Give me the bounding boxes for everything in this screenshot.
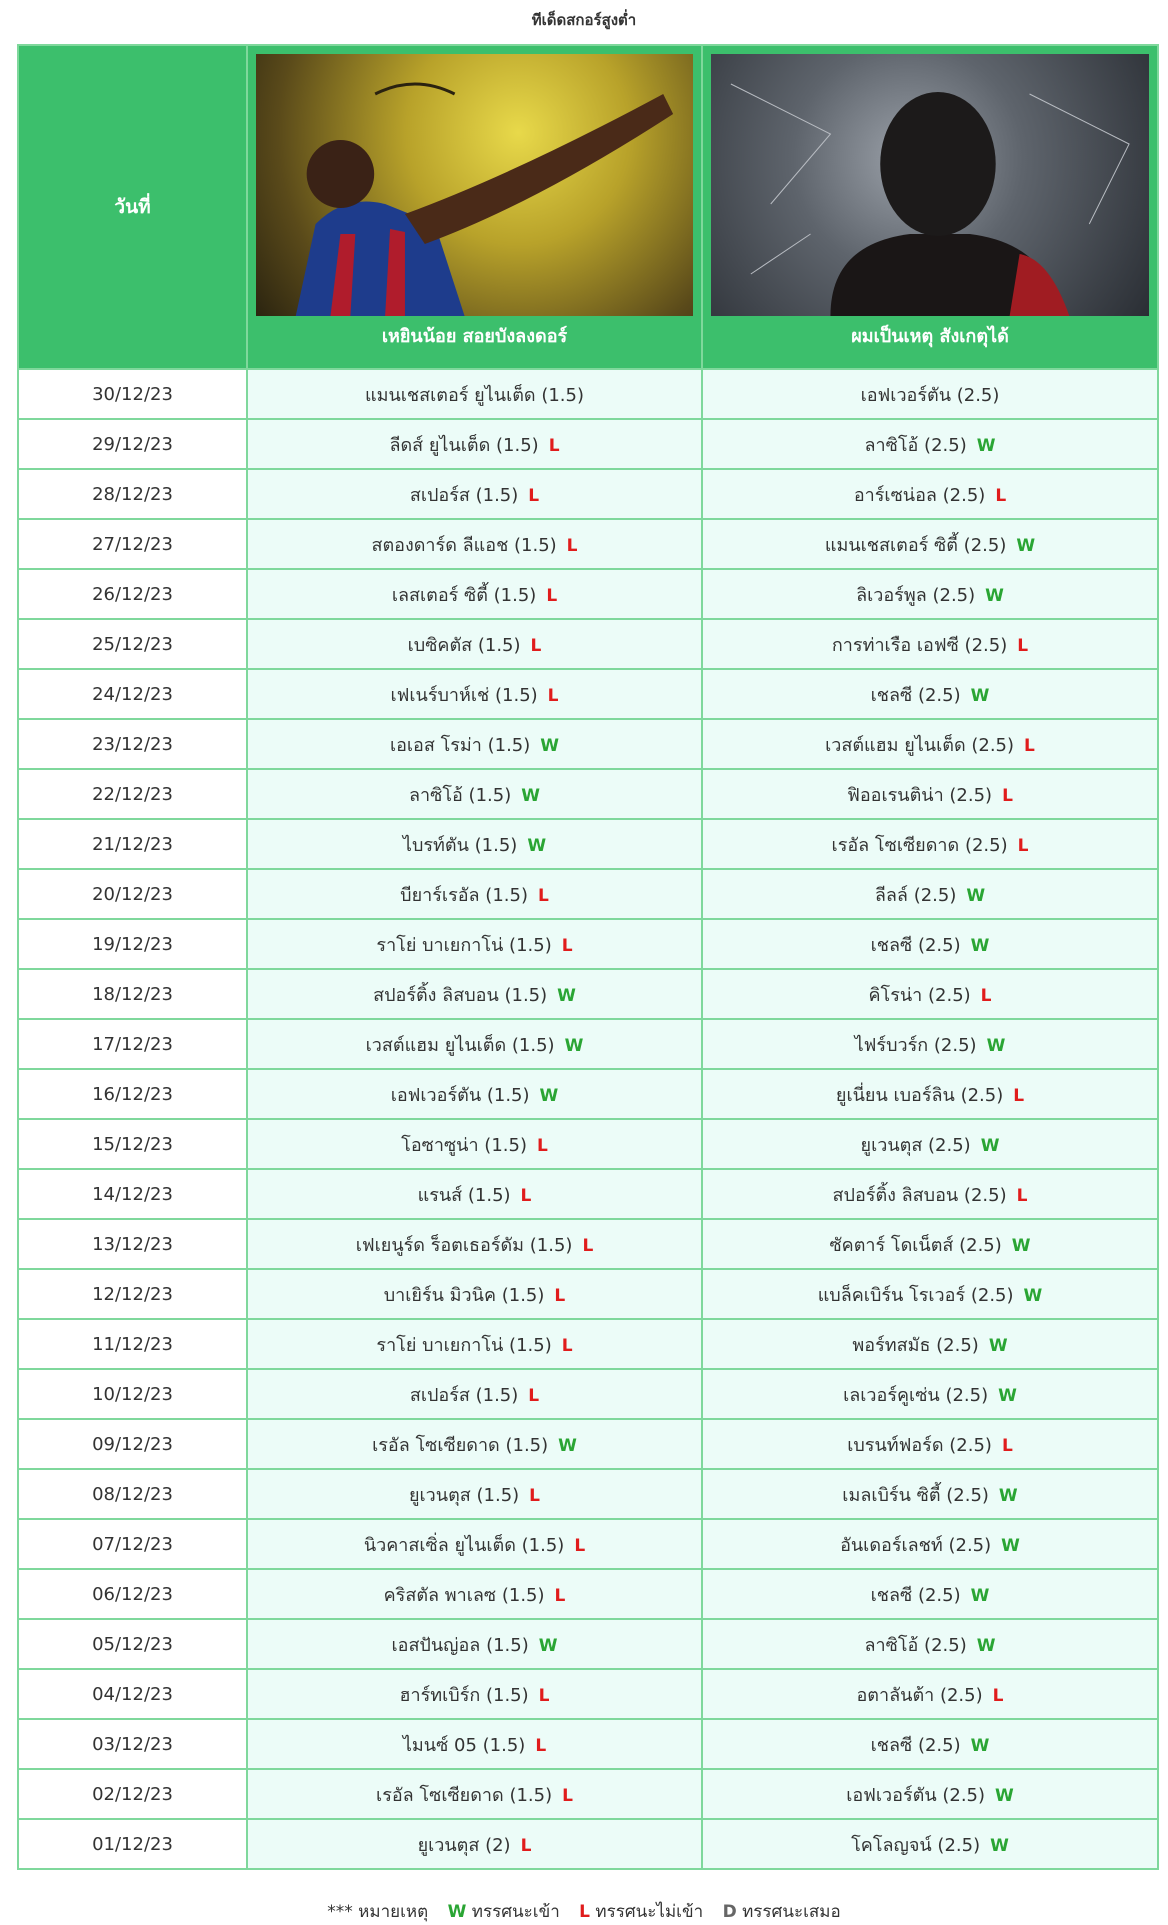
tipster-b-pick-team: เอฟเวอร์ตัน (2.5) <box>846 1784 986 1806</box>
tipster-a-pick-team: เอฟเวอร์ตัน (1.5) <box>390 1084 530 1106</box>
tipster-b-pick-team: เอฟเวอร์ตัน (2.5) <box>860 384 1000 406</box>
tipster-a-pick-team: ลาซิโอ้ (1.5) <box>409 784 512 806</box>
tipster-b-header <box>702 45 1158 369</box>
date-cell: 16/12/23 <box>18 1069 247 1119</box>
tipster-b-pick-cell <box>702 1719 1158 1769</box>
table-row <box>18 1369 1158 1419</box>
tipster-b-pick-team: การท่าเรือ เอฟซี (2.5) <box>831 634 1008 656</box>
legend <box>0 1898 1168 1925</box>
tipster-a-pick-team: เวสต์แฮม ยูไนเต็ด (1.5) <box>365 1034 555 1056</box>
tipster-b-pick-team: เลเวอร์คูเซ่น (2.5) <box>843 1384 989 1406</box>
legend-text-win: ทรรศนะเข้า <box>471 1902 560 1922</box>
table-row <box>18 469 1158 519</box>
tipster-a-pick-result-badge: L <box>554 1585 566 1606</box>
tipster-b-pick-cell <box>702 669 1158 719</box>
date-cell: 02/12/23 <box>18 1769 247 1819</box>
table-row <box>18 769 1158 819</box>
date-cell: 18/12/23 <box>18 969 247 1019</box>
page-title: ทีเด็ดสกอร์สูงต่ำ <box>531 11 637 29</box>
tipster-b-pick-team: ลาซิโอ้ (2.5) <box>864 1634 967 1656</box>
table-row <box>18 1269 1158 1319</box>
tipster-a-pick-cell <box>247 1669 702 1719</box>
tipster-a-pick-result-badge: L <box>520 1835 532 1856</box>
tipster-a-pick-cell <box>247 1719 702 1769</box>
tipster-a-pick-cell <box>247 819 702 869</box>
tipster-a-pick-result-badge: L <box>547 685 559 706</box>
date-cell: 12/12/23 <box>18 1269 247 1319</box>
tipster-a-pick-cell <box>247 469 702 519</box>
tipster-b-pick-result-badge: W <box>966 885 986 906</box>
tipster-b-pick-team: อตาลันต้า (2.5) <box>856 1684 983 1706</box>
tipster-a-pick-cell <box>247 1369 702 1419</box>
table-row <box>18 369 1158 419</box>
tipster-b-pick-team: แบล็คเบิร์น โรเวอร์ (2.5) <box>817 1284 1014 1306</box>
date-cell: 24/12/23 <box>18 669 247 719</box>
tipster-a-pick-result-badge: W <box>540 735 560 756</box>
tipster-a-pick-cell <box>247 1819 702 1869</box>
date-column-header: วันที่ <box>18 45 247 369</box>
tipster-b-pick-result-badge: W <box>1023 1285 1043 1306</box>
table-row <box>18 1619 1158 1669</box>
tipster-a-pick-result-badge: L <box>561 935 573 956</box>
tipster-b-pick-result-badge: L <box>1002 785 1013 806</box>
tipster-b-pick-result-badge: W <box>995 1785 1014 1806</box>
tipster-a-pick-result-badge: W <box>564 1035 584 1056</box>
legend-key-draw: D <box>722 1902 737 1922</box>
tipster-b-pick-result-badge: W <box>998 1485 1018 1506</box>
tipster-b-pick-team: สปอร์ติ้ง ลิสบอน (2.5) <box>832 1184 1007 1206</box>
table-row <box>18 1169 1158 1219</box>
table-row <box>18 819 1158 869</box>
tipster-b-pick-result-badge: W <box>976 1635 996 1656</box>
date-cell: 10/12/23 <box>18 1369 247 1419</box>
tipster-b-pick-cell <box>702 1819 1158 1869</box>
tipster-b-pick-team: โคโลญจน์ (2.5) <box>851 1834 981 1856</box>
tipster-a-pick-result-badge: L <box>561 1335 573 1356</box>
date-cell: 06/12/23 <box>18 1569 247 1619</box>
tipster-b-pick-cell <box>702 1769 1158 1819</box>
tipster-a-pick-team: แมนเชสเตอร์ ยูไนเต็ด (1.5) <box>365 384 584 406</box>
table-row <box>18 1519 1158 1569</box>
tipster-b-pick-cell <box>702 1069 1158 1119</box>
footballer-photo-icon <box>256 54 693 316</box>
tipster-b-pick-team: เบรนท์ฟอร์ด (2.5) <box>847 1434 992 1456</box>
tipster-a-pick-team: แรนส์ (1.5) <box>417 1184 511 1206</box>
table-row <box>18 1019 1158 1069</box>
tipster-b-pick-cell <box>702 719 1158 769</box>
tipster-a-pick-result-badge: L <box>574 1535 586 1556</box>
tipster-a-pick-team: ลีดส์ ยูไนเต็ด (1.5) <box>389 434 539 456</box>
table-row <box>18 1769 1158 1819</box>
tipster-b-pick-cell <box>702 1269 1158 1319</box>
table-row <box>18 1219 1158 1269</box>
tipster-a-pick-result-badge: W <box>558 1435 577 1456</box>
table-row <box>18 719 1158 769</box>
tipster-b-pick-team: เวสต์แฮม ยูไนเต็ด (2.5) <box>825 734 1015 756</box>
legend-text-loss: ทรรศนะไม่เข้า <box>595 1902 704 1922</box>
tipster-a-pick-team: สตองดาร์ด ลีแอช (1.5) <box>371 534 557 556</box>
tipster-a-pick-result-badge: L <box>535 1735 547 1756</box>
tips-table-body <box>18 369 1158 1869</box>
table-row <box>18 419 1158 469</box>
tipster-b-pick-cell <box>702 569 1158 619</box>
date-cell: 04/12/23 <box>18 1669 247 1719</box>
tipster-b-pick-cell <box>702 919 1158 969</box>
date-cell: 25/12/23 <box>18 619 247 669</box>
tipster-a-pick-cell <box>247 1419 702 1469</box>
tipster-a-pick-result-badge: W <box>527 835 547 856</box>
tipster-a-pick-cell <box>247 1269 702 1319</box>
tipster-b-pick-result-badge: W <box>1016 535 1036 556</box>
table-row <box>18 569 1158 619</box>
tipster-a-pick-team: เรอัล โซเซียดาด (1.5) <box>376 1784 553 1806</box>
tipster-a-pick-result-badge: L <box>548 435 560 456</box>
tipster-b-pick-cell <box>702 519 1158 569</box>
table-row <box>18 519 1158 569</box>
date-cell: 03/12/23 <box>18 1719 247 1769</box>
tipster-b-pick-team: เชลซี (2.5) <box>870 934 961 956</box>
tipster-a-pick-result-badge: W <box>539 1085 559 1106</box>
tipster-a-pick-result-badge: L <box>566 535 578 556</box>
tipster-a-pick-cell <box>247 619 702 669</box>
tipster-a-pick-result-badge: L <box>530 635 542 656</box>
date-cell: 26/12/23 <box>18 569 247 619</box>
date-cell: 07/12/23 <box>18 1519 247 1569</box>
date-cell: 20/12/23 <box>18 869 247 919</box>
date-cell: 22/12/23 <box>18 769 247 819</box>
tipster-a-pick-team: ราโย่ บาเยกาโน่ (1.5) <box>376 934 552 956</box>
tipster-b-name: ผมเป็นเหตุ สังเกตุได้ <box>851 326 1009 347</box>
date-cell: 11/12/23 <box>18 1319 247 1369</box>
tipster-b-pick-result-badge: L <box>995 485 1007 506</box>
tipster-a-pick-cell <box>247 369 702 419</box>
tipster-a-pick-cell <box>247 919 702 969</box>
tipster-b-pick-cell <box>702 769 1158 819</box>
tipster-b-pick-cell <box>702 1369 1158 1419</box>
date-cell: 01/12/23 <box>18 1819 247 1869</box>
table-row <box>18 969 1158 1019</box>
tipster-a-pick-cell <box>247 669 702 719</box>
tipster-a-pick-team: เฟเยนูร์ด ร็อตเธอร์ดัม (1.5) <box>355 1234 573 1256</box>
tipster-b-pick-result-badge: W <box>998 1385 1017 1406</box>
tipster-a-pick-team: ฮาร์ทเบิร์ก (1.5) <box>399 1684 529 1706</box>
tipster-b-pick-cell <box>702 369 1158 419</box>
table-row <box>18 1819 1158 1869</box>
table-row <box>18 1419 1158 1469</box>
tipster-b-pick-result-badge: W <box>970 935 990 956</box>
table-header-row <box>18 45 1158 369</box>
tipster-a-pick-result-badge: L <box>582 1235 594 1256</box>
tipster-a-pick-team: ราโย่ บาเยกาโน่ (1.5) <box>376 1334 552 1356</box>
tipster-a-pick-team: ยูเวนตุส (1.5) <box>408 1484 520 1506</box>
date-cell: 08/12/23 <box>18 1469 247 1519</box>
tipster-b-pick-team: อันเดอร์เลชท์ (2.5) <box>840 1534 992 1556</box>
tipster-a-pick-team: บาเยิร์น มิวนิค (1.5) <box>383 1284 545 1306</box>
tipster-b-pick-cell <box>702 1669 1158 1719</box>
tips-table <box>17 44 1159 1870</box>
table-row <box>18 1119 1158 1169</box>
tipster-b-pick-cell <box>702 869 1158 919</box>
date-cell: 15/12/23 <box>18 1119 247 1169</box>
tipster-b-pick-cell <box>702 1019 1158 1069</box>
tipster-b-pick-result-badge: L <box>992 1685 1004 1706</box>
tipster-b-pick-result-badge: W <box>976 435 996 456</box>
footballer-portrait-icon <box>711 54 1149 316</box>
table-row <box>18 1669 1158 1719</box>
tipster-b-pick-team: ยูเนี่ยน เบอร์ลิน (2.5) <box>835 1084 1004 1106</box>
tipster-a-pick-cell <box>247 769 702 819</box>
tipster-b-pick-team: ลาซิโอ้ (2.5) <box>864 434 967 456</box>
date-cell: 27/12/23 <box>18 519 247 569</box>
date-cell: 21/12/23 <box>18 819 247 869</box>
tipster-b-pick-result-badge: L <box>1017 635 1029 656</box>
date-cell: 17/12/23 <box>18 1019 247 1069</box>
tipster-b-pick-team: เชลซี (2.5) <box>870 1734 961 1756</box>
tipster-b-pick-team: ไฟร์บวร์ก (2.5) <box>854 1034 977 1056</box>
tipster-a-pick-cell <box>247 1319 702 1369</box>
tipster-b-pick-team: เรอัล โซเซียดาด (2.5) <box>831 834 1008 856</box>
tipster-a-header <box>247 45 702 369</box>
tipster-b-pick-result-badge: W <box>970 1585 990 1606</box>
table-row <box>18 869 1158 919</box>
legend-text-draw: ทรรศนะเสมอ <box>742 1902 841 1922</box>
tipster-b-pick-result-badge: W <box>1001 1535 1020 1556</box>
tipster-b-pick-team: คิโรน่า (2.5) <box>868 984 971 1006</box>
tipster-a-pick-team: เรอัล โซเซียดาด (1.5) <box>372 1434 549 1456</box>
tipster-a-pick-team: เลสเตอร์ ซิตี้ (1.5) <box>391 584 537 606</box>
table-row <box>18 1469 1158 1519</box>
tipster-b-pick-result-badge: W <box>970 685 990 706</box>
date-cell: 14/12/23 <box>18 1169 247 1219</box>
tipster-a-pick-result-badge: L <box>546 585 558 606</box>
tipster-b-pick-result-badge: W <box>988 1335 1008 1356</box>
tipster-a-pick-cell <box>247 569 702 619</box>
tipster-a-pick-cell <box>247 1469 702 1519</box>
tipster-a-pick-result-badge: L <box>562 1785 573 1806</box>
table-row <box>18 1069 1158 1119</box>
tipster-a-pick-result-badge: L <box>520 1185 532 1206</box>
tipster-a-pick-cell <box>247 519 702 569</box>
tipster-a-pick-result-badge: L <box>529 1485 541 1506</box>
tipster-b-pick-cell <box>702 1469 1158 1519</box>
tipster-b-pick-result-badge: L <box>980 985 992 1006</box>
tipster-b-pick-team: พอร์ทสมัธ (2.5) <box>852 1334 979 1356</box>
tipster-b-pick-cell <box>702 1569 1158 1619</box>
tipster-a-pick-team: นิวคาสเซิ่ล ยูไนเต็ด (1.5) <box>363 1534 565 1556</box>
tipster-a-pick-result-badge: W <box>538 1635 558 1656</box>
tipster-b-pick-team: เชลซี (2.5) <box>870 684 961 706</box>
tipster-b-pick-result-badge: L <box>1001 1435 1013 1456</box>
tipster-b-pick-result-badge: W <box>1011 1235 1031 1256</box>
tipster-a-pick-result-badge: L <box>536 1135 548 1156</box>
tipster-a-pick-team: สปอร์ติ้ง ลิสบอน (1.5) <box>373 984 548 1006</box>
date-cell: 28/12/23 <box>18 469 247 519</box>
date-cell: 30/12/23 <box>18 369 247 419</box>
tipster-a-pick-result-badge: W <box>521 785 540 806</box>
tipster-a-pick-team: ไมนซ์ 05 (1.5) <box>402 1734 526 1756</box>
tipster-b-pick-cell <box>702 1619 1158 1669</box>
legend-key-loss: L <box>579 1902 590 1922</box>
table-row <box>18 1319 1158 1369</box>
date-cell: 13/12/23 <box>18 1219 247 1269</box>
tipster-a-pick-result-badge: L <box>528 485 540 506</box>
tipster-b-pick-team: เมลเบิร์น ซิตี้ (2.5) <box>842 1484 989 1506</box>
tipster-b-pick-result-badge: L <box>1024 735 1035 756</box>
tipster-b-pick-cell <box>702 1119 1158 1169</box>
tipster-b-pick-team: ซัคตาร์ โดเน็ตส์ (2.5) <box>829 1234 1002 1256</box>
tipster-b-pick-cell <box>702 1169 1158 1219</box>
tipster-b-pick-team: อาร์เซน่อล (2.5) <box>853 484 986 506</box>
tipster-a-pick-cell <box>247 419 702 469</box>
tipster-a-pick-team: บียาร์เรอัล (1.5) <box>400 884 528 906</box>
tipster-b-pick-cell <box>702 969 1158 1019</box>
tipster-b-pick-team: แมนเชสเตอร์ ซิตี้ (2.5) <box>824 534 1007 556</box>
date-cell: 19/12/23 <box>18 919 247 969</box>
table-row <box>18 1719 1158 1769</box>
tipster-a-pick-cell <box>247 1019 702 1069</box>
tipster-b-pick-result-badge: W <box>985 585 1004 606</box>
tipster-b-pick-result-badge: W <box>990 1835 1009 1856</box>
tipster-a-pick-cell <box>247 1169 702 1219</box>
tipster-a-pick-team: เฟเนร์บาห์เช่ (1.5) <box>390 684 538 706</box>
tipster-b-pick-cell <box>702 819 1158 869</box>
tipster-b-pick-cell <box>702 1219 1158 1269</box>
tipster-b-pick-cell <box>702 619 1158 669</box>
tipster-a-pick-cell <box>247 869 702 919</box>
tipster-a-pick-team: สเปอร์ส (1.5) <box>409 1384 519 1406</box>
tipster-b-pick-cell <box>702 419 1158 469</box>
tipster-b-pick-result-badge: W <box>980 1135 1000 1156</box>
tipster-a-pick-team: เบซิคตัส (1.5) <box>407 634 521 656</box>
table-row <box>18 1569 1158 1619</box>
tipster-a-pick-cell <box>247 1219 702 1269</box>
tipster-b-pick-result-badge: L <box>1013 1085 1025 1106</box>
tipster-a-pick-cell <box>247 969 702 1019</box>
table-row <box>18 919 1158 969</box>
tipster-b-pick-cell <box>702 1519 1158 1569</box>
tipster-a-pick-team: สเปอร์ส (1.5) <box>409 484 519 506</box>
tipster-b-pick-team: เชลซี (2.5) <box>870 1584 961 1606</box>
tipster-b-pick-team: ยูเวนตุส (2.5) <box>860 1134 971 1156</box>
tipster-a-pick-cell <box>247 1519 702 1569</box>
tipster-a-pick-cell <box>247 1069 702 1119</box>
tipster-b-pick-team: ฟิออเรนติน่า (2.5) <box>847 784 993 806</box>
tipster-a-pick-result-badge: L <box>537 885 549 906</box>
tipster-b-pick-cell <box>702 469 1158 519</box>
tipster-a-pick-team: ไบรท์ตัน (1.5) <box>402 834 518 856</box>
date-cell: 23/12/23 <box>18 719 247 769</box>
tipster-a-pick-result-badge: W <box>557 985 576 1006</box>
date-cell: 29/12/23 <box>18 419 247 469</box>
table-row <box>18 619 1158 669</box>
date-cell: 09/12/23 <box>18 1419 247 1469</box>
tipster-a-pick-team: โอซาซูน่า (1.5) <box>401 1134 527 1156</box>
tipster-a-pick-cell <box>247 719 702 769</box>
tipster-b-pick-result-badge: L <box>1017 835 1029 856</box>
date-cell: 05/12/23 <box>18 1619 247 1669</box>
tipster-a-pick-result-badge: L <box>538 1685 550 1706</box>
tipster-a-name: เหยินน้อย สอยบังลงดอร์ <box>381 326 568 347</box>
table-row <box>18 669 1158 719</box>
tipster-b-pick-result-badge: L <box>1016 1185 1028 1206</box>
tipster-a-pick-team: ยูเวนตุส (2) <box>417 1834 511 1856</box>
legend-key-win: W <box>447 1902 467 1922</box>
tipster-a-pick-cell <box>247 1769 702 1819</box>
tipster-a-pick-result-badge: L <box>554 1285 566 1306</box>
tipster-a-pick-result-badge: L <box>528 1385 540 1406</box>
tipster-b-pick-result-badge: W <box>970 1735 990 1756</box>
tipster-b-pick-team: ลีลล์ (2.5) <box>874 884 957 906</box>
tipster-b-pick-result-badge: W <box>986 1035 1006 1056</box>
tipster-b-pick-cell <box>702 1319 1158 1369</box>
tipster-a-pick-cell <box>247 1569 702 1619</box>
legend-prefix: *** หมายเหตุ <box>327 1902 429 1922</box>
tipster-b-pick-cell <box>702 1419 1158 1469</box>
tipster-a-pick-team: คริสตัล พาเลซ (1.5) <box>383 1584 545 1606</box>
tipster-a-pick-cell <box>247 1119 702 1169</box>
tipster-a-pick-team: เอเอส โรม่า (1.5) <box>389 734 531 756</box>
tipster-a-pick-cell <box>247 1619 702 1669</box>
tipster-b-pick-team: ลิเวอร์พูล (2.5) <box>856 584 976 606</box>
tipster-a-pick-team: เอสปันญ่อล (1.5) <box>391 1634 529 1656</box>
